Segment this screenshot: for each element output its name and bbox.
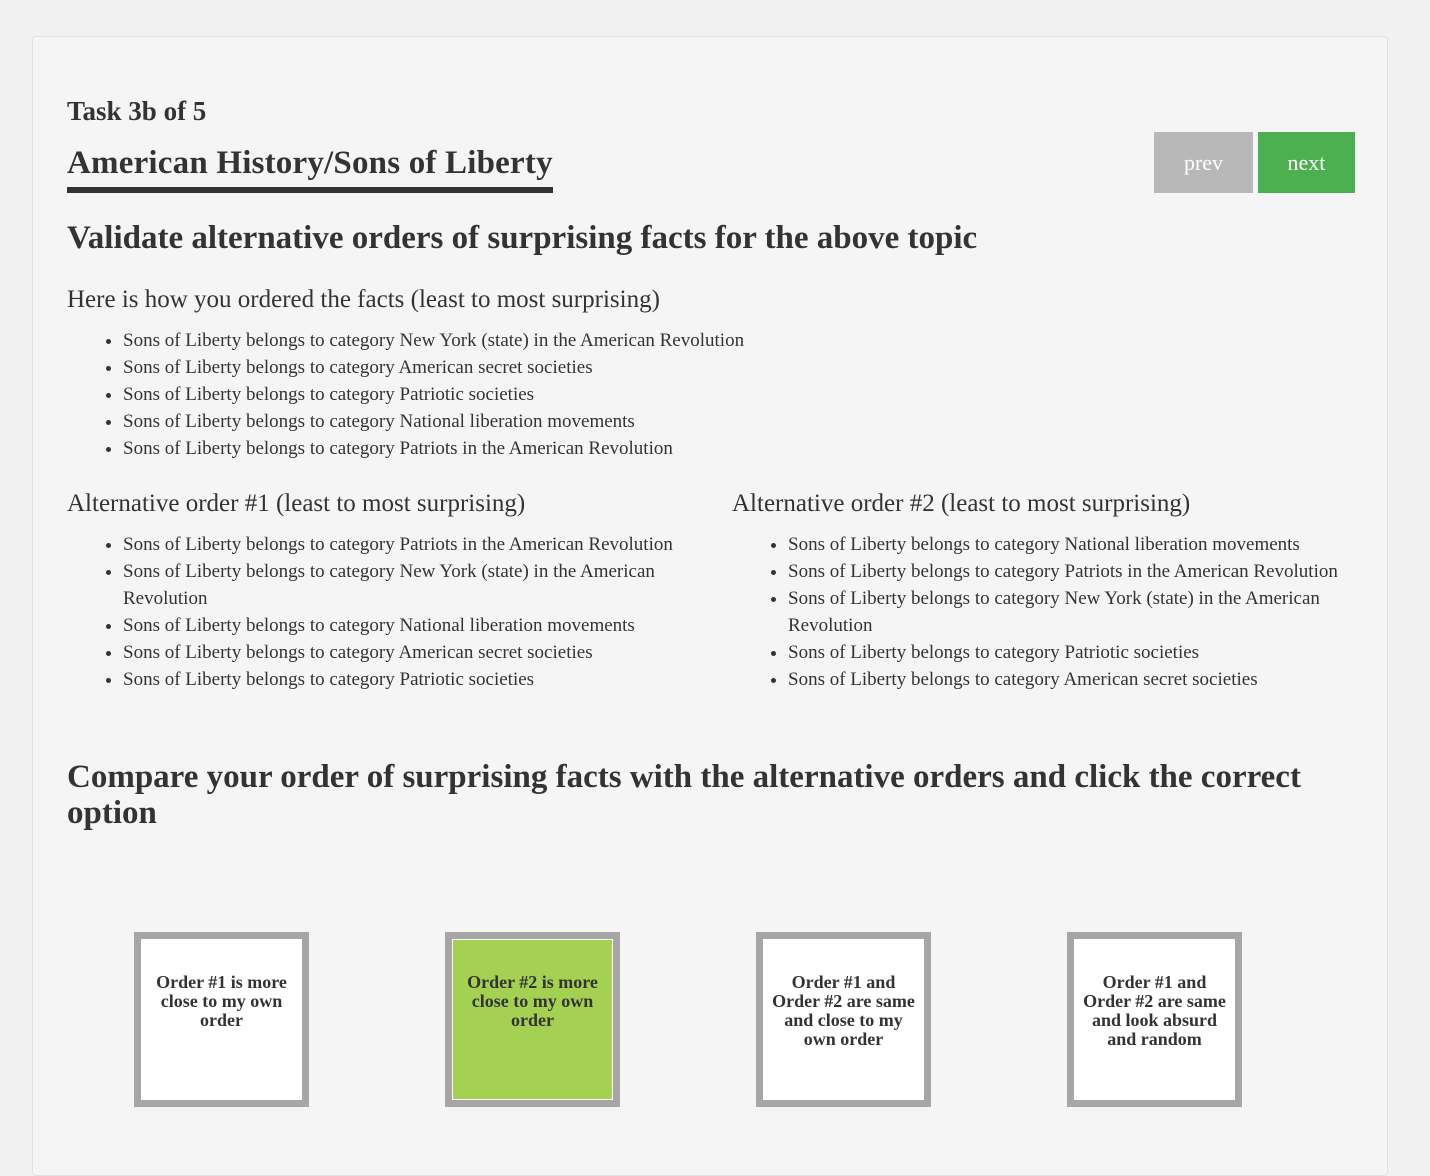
option-order-2-closer[interactable]: Order #2 is more close to my own order [445,932,620,1107]
list-item: • Sons of Liberty belongs to category National liberation movements [788,531,1352,558]
alternative-order-1-section [67,489,677,693]
topic-title: American History/Sons of Liberty [67,143,553,193]
alternative-order-2-heading: Alternative order #2 (least to most surprising) [732,490,1191,517]
list-item: • Sons of Liberty belongs to category American secret societies [123,354,1267,381]
list-item: • Sons of Liberty belongs to category Patriotic societies [123,381,1267,408]
list-item: • Sons of Liberty belongs to category Patriots in the American Revolution [788,558,1352,585]
alternative-order-1-heading: Alternative order #1 (least to most surprising) [67,490,526,517]
validate-heading: Validate alternative orders of surprising facts for the above topic [67,220,978,256]
own-order-section [67,285,1267,462]
option-both-same-absurd[interactable]: Order #1 and Order #2 are same and look absurd and random [1067,932,1242,1107]
alternative-order-1-list [67,531,677,693]
alternative-order-2-section [732,489,1352,693]
prev-button[interactable]: prev [1154,132,1253,193]
own-order-heading: Here is how you ordered the facts (least to most surprising) [67,286,660,313]
next-button[interactable]: next [1258,132,1355,193]
compare-heading: Compare your order of surprising facts with the alternative orders and click the correct option [67,759,1301,831]
option-order-1-closer[interactable]: Order #1 is more close to my own order [134,932,309,1107]
list-item: • Sons of Liberty belongs to category Patriotic societies [788,639,1352,666]
task-card [32,36,1388,1176]
list-item: • Sons of Liberty belongs to category National liberation movements [123,408,1267,435]
option-both-same-close[interactable]: Order #1 and Order #2 are same and close to my own order [756,932,931,1107]
list-item: • Sons of Liberty belongs to category Patriots in the American Revolution [123,435,1267,462]
list-item: • Sons of Liberty belongs to category Patriots in the American Revolution [123,531,677,558]
list-item: • Sons of Liberty belongs to category New York (state) in the American Revolution [788,585,1352,639]
list-item: • Sons of Liberty belongs to category National liberation movements [123,612,677,639]
own-order-list [67,327,1267,462]
task-label: Task 3b of 5 [67,96,207,126]
list-item: • Sons of Liberty belongs to category American secret societies [788,666,1352,693]
list-item: • Sons of Liberty belongs to category New York (state) in the American Revolution [123,558,677,612]
list-item: • Sons of Liberty belongs to category American secret societies [123,639,677,666]
alternative-order-2-list [732,531,1352,693]
list-item: • Sons of Liberty belongs to category New York (state) in the American Revolution [123,327,1267,354]
list-item: • Sons of Liberty belongs to category Patriotic societies [123,666,677,693]
